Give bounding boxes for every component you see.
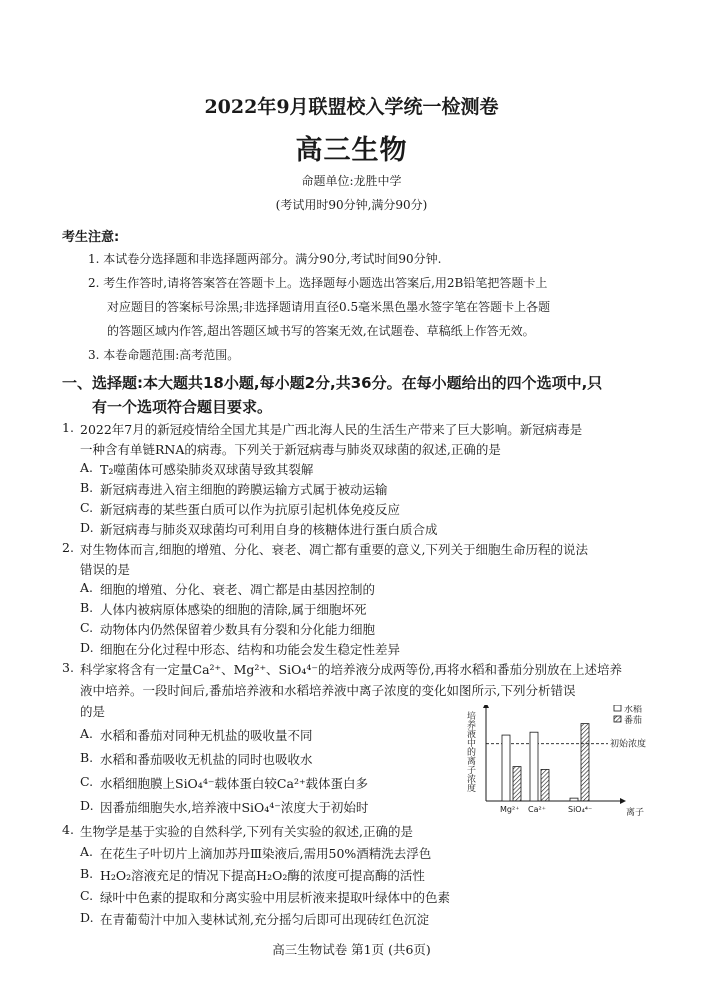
option-label: D.	[80, 640, 94, 655]
option-text: 细胞的增殖、分化、衰老、凋亡都是由基因控制的	[100, 582, 376, 597]
bar-rice-2	[570, 798, 578, 801]
page-footer: 高三生物试卷 第1页 (共6页)	[272, 942, 431, 957]
chart-x-axis-arrow	[620, 798, 626, 804]
option-label: B.	[80, 480, 94, 495]
x-tick-label: Ca²⁺	[528, 805, 546, 814]
question-number: 3.	[62, 660, 74, 675]
option-text: T₂噬菌体可感染肺炎双球菌导致其裂解	[100, 462, 314, 477]
option-text: 新冠病毒与肺炎双球菌均可利用自身的核糖体进行蛋白质合成	[100, 522, 438, 537]
option-text: 在花生子叶切片上滴加苏丹Ⅲ染液后,需用50%酒精洗去浮色	[100, 846, 432, 861]
option-label: D.	[80, 520, 94, 535]
chart-ylabel: 培养液中的离子浓度	[465, 711, 475, 792]
x-tick-label: SiO₄⁴⁻	[568, 805, 593, 814]
option-label: A.	[80, 580, 94, 595]
option-text: 水稻和番茄吸收无机盐的同时也吸收水	[100, 752, 313, 767]
option-text: 水稻和番茄对同种无机盐的吸收量不同	[100, 728, 313, 743]
chart-xlabel: 离子	[626, 808, 645, 817]
legend-swatch-tomato	[614, 716, 621, 722]
chart-reference-label: 初始浓度	[610, 739, 647, 750]
option-label: D.	[80, 798, 94, 813]
option-text: 因番茄细胞失水,培养液中SiO₄⁴⁻浓度大于初始时	[100, 800, 369, 815]
notice-heading: 考生注意:	[62, 230, 120, 245]
question-stem: 科学家将含有一定量Ca²⁺、Mg²⁺、SiO₄⁴⁻的培养液分成两等份,再将水稻和番茄分别放在上述培养	[80, 662, 622, 677]
question-stem: 生物学是基于实验的自然科学,下列有关实验的叙述,正确的是	[80, 824, 413, 839]
question-number: 1.	[62, 420, 74, 435]
option-text: 水稻细胞膜上SiO₄⁴⁻载体蛋白较Ca²⁺载体蛋白多	[100, 776, 369, 791]
ion-concentration-chart	[458, 705, 658, 817]
bar-tomato-0	[513, 767, 521, 801]
option-label: B.	[80, 750, 94, 765]
option-label: A.	[80, 460, 94, 475]
legend-swatch-rice	[614, 705, 621, 711]
option-text: 绿叶中色素的提取和分离实验中用层析液来提取叶绿体中的色素	[100, 890, 451, 905]
option-text: 在青葡萄汁中加入斐林试剂,充分摇匀后即可出现砖红色沉淀	[100, 912, 429, 927]
option-text: 人体内被病原体感染的细胞的清除,属于细胞坏死	[100, 602, 367, 617]
question-stem: 对生物体而言,细胞的增殖、分化、衰老、凋亡都有重要的意义,下列关于细胞生命历程的说法	[80, 542, 588, 557]
legend-label-tomato: 番茄	[624, 716, 643, 726]
option-text: 动物体内仍然保留着少数具有分裂和分化能力细胞	[100, 622, 376, 637]
question-stem: 液中培养。一段时间后,番茄培养液和水稻培养液中离子浓度的变化如图所示,下列分析错误	[80, 683, 576, 698]
option-label: C.	[80, 500, 94, 515]
notice-item: 2. 考生作答时,请将答案答在答题卡上。选择题每小题选出答案后,用2B铅笔把答题卡上	[88, 276, 548, 290]
option-text: H₂O₂溶液充足的情况下提高H₂O₂酶的浓度可提高酶的活性	[100, 868, 425, 883]
exam-subject: 高三生物	[295, 135, 408, 166]
question-stem: 2022年7月的新冠疫情给全国尤其是广西北海人民的生活生产带来了巨大影响。新冠病毒是	[80, 422, 583, 437]
exam-unit: 命题单位:龙胜中学	[301, 174, 402, 188]
question-number: 2.	[62, 540, 74, 555]
option-label: A.	[80, 844, 94, 859]
option-label: B.	[80, 866, 94, 881]
notice-item: 3. 本卷命题范围:高考范围。	[88, 348, 240, 362]
notice-item: 对应题目的答案标号涂黑;非选择题请用直径0.5毫米黑色墨水签字笔在答题卡上各题	[107, 300, 551, 314]
option-label: D.	[80, 910, 94, 925]
legend-label-rice: 水稻	[624, 705, 643, 715]
section-heading-cont: 有一个选项符合题目要求。	[92, 398, 273, 416]
option-label: C.	[80, 888, 94, 903]
option-text: 新冠病毒的某些蛋白质可以作为抗原引起机体免疫反应	[100, 502, 401, 517]
notice-item: 的答题区域内作答,超出答题区域书写的答案无效,在试题卷、草稿纸上作答无效。	[107, 324, 535, 338]
option-text: 细胞在分化过程中形态、结构和功能会发生稳定性差异	[100, 642, 401, 657]
option-label: A.	[80, 726, 94, 741]
option-label: B.	[80, 600, 94, 615]
question-stem: 错误的是	[80, 562, 131, 577]
x-tick-label: Mg²⁺	[500, 805, 520, 814]
bar-tomato-1	[541, 769, 549, 801]
bar-rice-1	[530, 732, 538, 801]
option-text: 新冠病毒进入宿主细胞的跨膜运输方式属于被动运输	[100, 482, 388, 497]
exam-title: 2022年9月联盟校入学统一检测卷	[204, 96, 499, 118]
exam-time: (考试用时90分钟,满分90分)	[275, 198, 428, 212]
section-heading: 一、选择题:本大题共18小题,每小题2分,共36分。在每小题给出的四个选项中,只	[62, 374, 603, 392]
question-stem: 的是	[80, 704, 106, 719]
question-stem: 一种含有单链RNA的病毒。下列关于新冠病毒与肺炎双球菌的叙述,正确的是	[80, 442, 501, 457]
bar-rice-0	[502, 735, 510, 801]
option-label: C.	[80, 620, 94, 635]
option-label: C.	[80, 774, 94, 789]
bar-tomato-2	[581, 724, 589, 801]
notice-item: 1. 本试卷分选择题和非选择题两部分。满分90分,考试时间90分钟.	[88, 252, 442, 266]
chart-y-axis-arrow	[483, 705, 489, 708]
question-number: 4.	[62, 822, 74, 837]
